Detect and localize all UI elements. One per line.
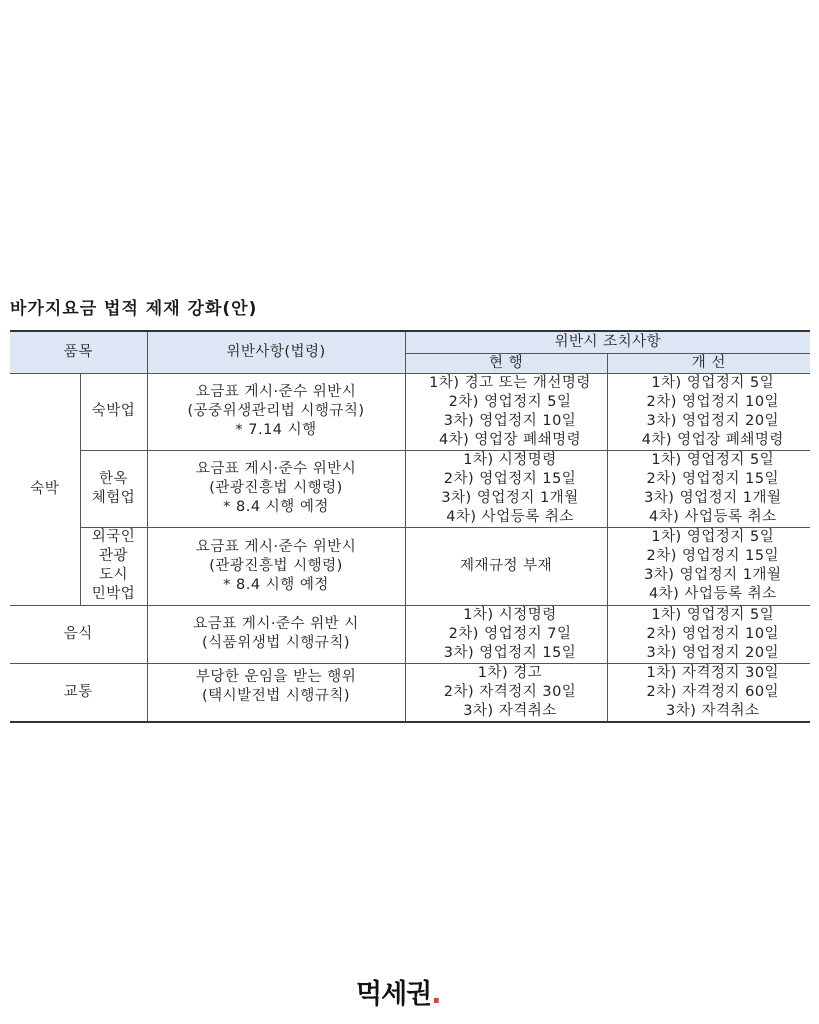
current-measures: 1차) 경고 2차) 자격정지 30일 3차) 자격취소 bbox=[405, 663, 607, 722]
improved-measures: 1차) 영업정지 5일 2차) 영업정지 10일 3차) 영업정지 20일 4차) 영업장 폐쇄명령 bbox=[607, 373, 810, 450]
header-improved: 개 선 bbox=[607, 353, 810, 373]
brand-logo bbox=[356, 972, 441, 1011]
sanctions-table bbox=[10, 330, 810, 723]
current-measures: 제재규정 부재 bbox=[405, 527, 607, 605]
sub-category: 숙박업 bbox=[80, 373, 147, 450]
table-row bbox=[10, 663, 810, 722]
header-current: 현 행 bbox=[405, 353, 607, 373]
violation-cell: 부당한 운임을 받는 행위 (택시발전법 시행규칙) bbox=[147, 663, 405, 722]
violation-cell: 요금표 게시·준수 위반시 (공중위생관리법 시행규칙) * 7.14 시행 bbox=[147, 373, 405, 450]
current-measures: 1차) 경고 또는 개선명령 2차) 영업정지 5일 3차) 영업정지 10일 4차) 영업장 폐쇄명령 bbox=[405, 373, 607, 450]
sub-category: 한옥 체험업 bbox=[80, 450, 147, 527]
current-measures: 1차) 시정명령 2차) 영업정지 7일 3차) 영업정지 15일 bbox=[405, 605, 607, 663]
table-row bbox=[10, 527, 810, 605]
improved-measures: 1차) 자격정지 30일 2차) 자격정지 60일 3차) 자격취소 bbox=[607, 663, 810, 722]
violation-cell: 요금표 게시·준수 위반시 (관광진흥법 시행령) * 8.4 시행 예정 bbox=[147, 527, 405, 605]
group-food: 음식 bbox=[10, 605, 147, 663]
improved-measures: 1차) 영업정지 5일 2차) 영업정지 10일 3차) 영업정지 20일 bbox=[607, 605, 810, 663]
table-row bbox=[10, 450, 810, 527]
sub-category: 외국인 관광 도시 민박업 bbox=[80, 527, 147, 605]
violation-cell: 요금표 게시·준수 위반 시 (식품위생법 시행규칙) bbox=[147, 605, 405, 663]
violation-cell: 요금표 게시·준수 위반시 (관광진흥법 시행령) * 8.4 시행 예정 bbox=[147, 450, 405, 527]
header-item: 품목 bbox=[10, 331, 147, 373]
document-title: 바가지요금 법적 제재 강화(안) bbox=[10, 299, 258, 319]
improved-measures: 1차) 영업정지 5일 2차) 영업정지 15일 3차) 영업정지 1개월 4차) 사업등록 취소 bbox=[607, 450, 810, 527]
table-row bbox=[10, 373, 810, 450]
group-lodging: 숙박 bbox=[10, 373, 80, 605]
header-measures: 위반시 조치사항 bbox=[405, 331, 810, 353]
logo-dot: . bbox=[431, 979, 441, 1010]
logo-text: 먹세권 bbox=[356, 979, 432, 1010]
improved-measures: 1차) 영업정지 5일 2차) 영업정지 15일 3차) 영업정지 1개월 4차) 사업등록 취소 bbox=[607, 527, 810, 605]
group-transport: 교통 bbox=[10, 663, 147, 722]
table-row bbox=[10, 605, 810, 663]
current-measures: 1차) 시정명령 2차) 영업정지 15일 3차) 영업정지 1개월 4차) 사업등록 취소 bbox=[405, 450, 607, 527]
header-violation: 위반사항(법령) bbox=[147, 331, 405, 373]
